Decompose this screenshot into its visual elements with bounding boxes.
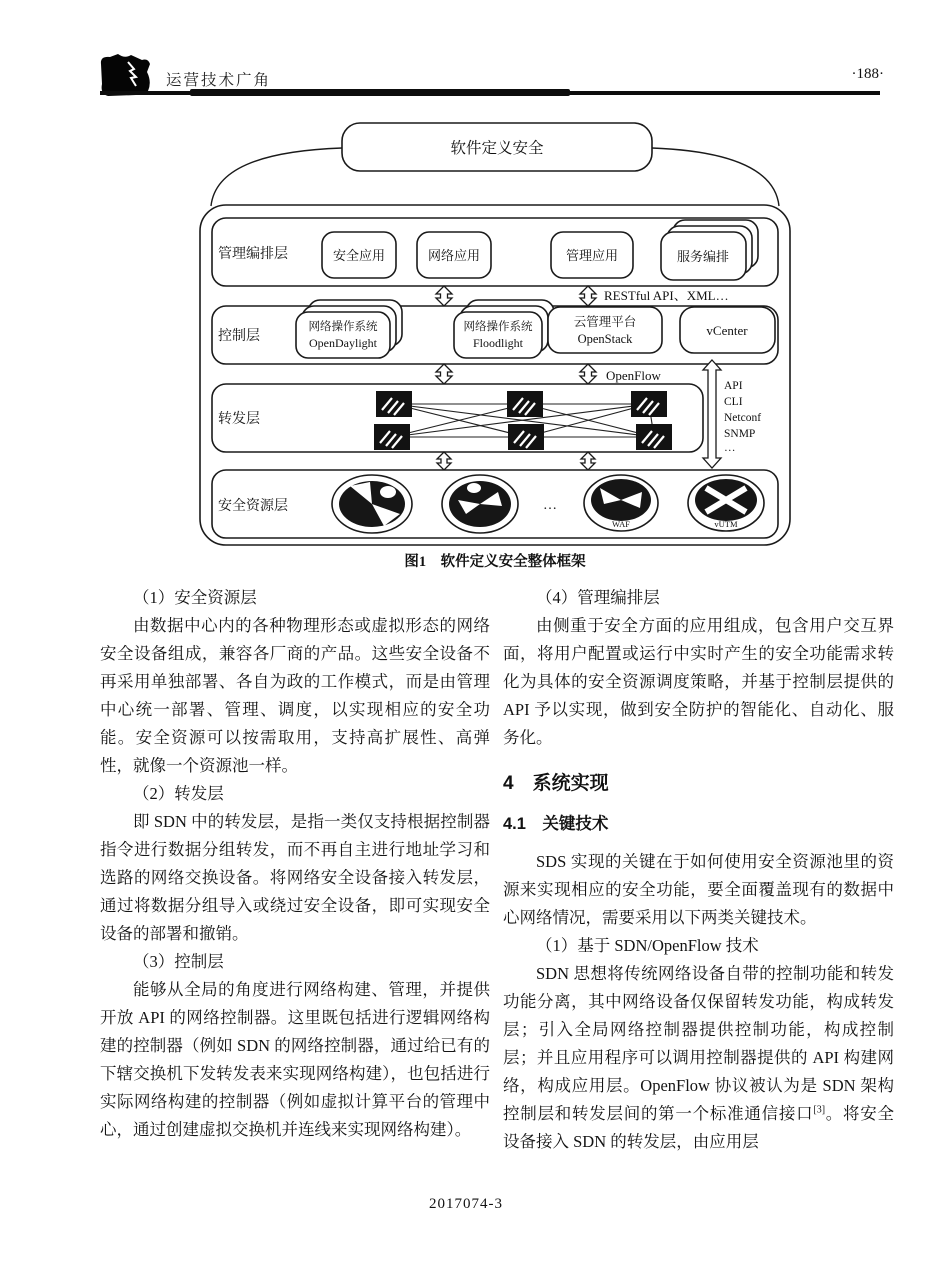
openstack-box bbox=[548, 307, 662, 353]
opendaylight-stack bbox=[296, 300, 402, 358]
forwarding-layer-label: 转发层 bbox=[218, 412, 260, 427]
paragraph: 由侧重于安全方面的应用组成，包含用户交互界面，将用户配置或运行中实时产生的安全功能需求转化为具体的安全资源调度策略，并基于控制层提供的 API 予以实现，做到安全防护的智能化、自动化、服务化。 bbox=[503, 616, 894, 747]
body-column-right bbox=[503, 584, 894, 1156]
resource-pool-icon-vutm bbox=[688, 475, 764, 531]
service-orchestration-stack bbox=[661, 220, 758, 280]
resource-ellipsis: … bbox=[543, 498, 557, 513]
opendaylight-label-2: OpenDaylight bbox=[309, 336, 377, 350]
switch-icon bbox=[508, 424, 544, 450]
forwarding-layer-box bbox=[212, 384, 703, 452]
network-app-label: 网络应用 bbox=[427, 248, 481, 263]
figure-caption: 图1 软件定义安全整体框架 bbox=[404, 554, 586, 570]
paragraph: （4）管理编排层 bbox=[536, 588, 660, 607]
floodlight-label-2: Floodlight bbox=[472, 336, 524, 350]
body-column-left bbox=[100, 584, 490, 1144]
north-interface-label: RESTful API、XML… bbox=[604, 288, 729, 303]
mgmt-layer-label: 管理编排层 bbox=[218, 247, 288, 262]
mgmt-app-label: 管理应用 bbox=[565, 248, 619, 263]
paragraph: （3）控制层 bbox=[133, 952, 224, 971]
openstack-label-2: OpenStack bbox=[577, 332, 633, 346]
resource-layer-label: 安全资源层 bbox=[218, 499, 288, 514]
east-label-cli: CLI bbox=[724, 396, 743, 408]
switch-icon bbox=[374, 424, 410, 450]
resource-pool-icon bbox=[442, 475, 518, 533]
paragraph: （1）安全资源层 bbox=[133, 588, 257, 607]
header-page-number: ·188· bbox=[851, 66, 884, 82]
article-page-code: 2017074-3 bbox=[429, 1196, 503, 1212]
switch-icon bbox=[507, 391, 543, 417]
waf-pool-label: WAF bbox=[612, 519, 630, 529]
east-label-netconf: Netconf bbox=[724, 412, 762, 424]
east-label-api: API bbox=[724, 380, 743, 392]
east-label-snmp: SNMP bbox=[724, 428, 756, 440]
dome-right-curve bbox=[652, 148, 779, 206]
control-layer-label: 控制层 bbox=[218, 329, 260, 344]
paragraph: SDN 思想将传统网络设备自带的控制功能和转发功能分离，其中网络设备仅保留转发功能，构成转发层；引入全局网络控制器提供控制功能，构成控制层；并且应用程序可以调用控制器提供的 API 构建网络，构成应用层。OpenFlow 协议被认为是 SDN 架构控制层和转发层间的第一个标准通信接口[3]。将安全设备接入 SDN 的转发层，由应用层 bbox=[503, 964, 894, 1151]
vutm-pool-label: vUTM bbox=[714, 519, 738, 529]
switch-icon bbox=[636, 424, 672, 450]
paragraph: SDS 实现的关键在于如何使用安全资源池里的资源来实现相应的安全功能，要全面覆盖现有的数据中心网络情况，需要采用以下两类关键技术。 bbox=[503, 852, 894, 927]
vcenter-label: vCenter bbox=[706, 323, 748, 338]
service-orchestration-label: 服务编排 bbox=[676, 249, 730, 264]
page-footer bbox=[0, 1196, 932, 1213]
paragraph: 能够从全局的角度进行网络构建、管理，并提供开放 API 的网络控制器。这里既包括进行逻辑网络构建的控制器（例如 SDN 的网络控制器，通过给已有的下辖交换机下发转发表来实现网络构建），也包括进行实际网络构建的控制器（例如虚拟计算平台的管理中心，通过创建虚拟交换机并连线来实现网络构建）。 bbox=[100, 980, 490, 1139]
switch-icon bbox=[376, 391, 412, 417]
floodlight-label-1: 网络操作系统 bbox=[463, 321, 533, 333]
opendaylight-label-1: 网络操作系统 bbox=[308, 321, 378, 333]
paragraph: （2）转发层 bbox=[133, 784, 224, 803]
paragraph: （1）基于 SDN/OpenFlow 技术 bbox=[536, 936, 759, 955]
header-section-title: 运营技术广角 bbox=[166, 72, 272, 89]
paragraph: 由数据中心内的各种物理形态或虚拟形态的网络安全设备组成，兼容各厂商的产品。这些安全设备不再采用单独部署、各自为政的工作模式，而是由管理中心统一部署、管理、调度，以实现相应的安全功能。安全资源可以按需取用，支持高扩展性、高弹性，就像一个资源池一样。 bbox=[100, 616, 490, 775]
dome-left-curve bbox=[211, 148, 342, 206]
sds-title-label: 软件定义安全 bbox=[450, 140, 544, 157]
section-heading: 4.1 关键技术 bbox=[503, 815, 609, 833]
south-interface-label: OpenFlow bbox=[606, 368, 661, 383]
resource-pool-icon-waf bbox=[584, 475, 658, 531]
figure-1-diagram bbox=[0, 0, 932, 580]
floodlight-stack bbox=[454, 300, 554, 358]
east-label-ellipsis: … bbox=[724, 442, 736, 454]
section-heading: 4 系统实现 bbox=[503, 773, 609, 794]
switch-icon bbox=[631, 391, 667, 417]
openstack-label-1: 云管理平台 bbox=[573, 315, 637, 329]
resource-pool-icon bbox=[332, 475, 412, 533]
security-app-label: 安全应用 bbox=[332, 248, 386, 263]
paragraph: 即 SDN 中的转发层，是指一类仅支持根据控制器指令进行数据分组转发，而不再自主进行地址学习和选路的网络交换设备。将网络安全设备接入转发层，通过将数据分组导入或绕过安全设备，即可实现安全设备的部署和撤销。 bbox=[100, 812, 490, 943]
